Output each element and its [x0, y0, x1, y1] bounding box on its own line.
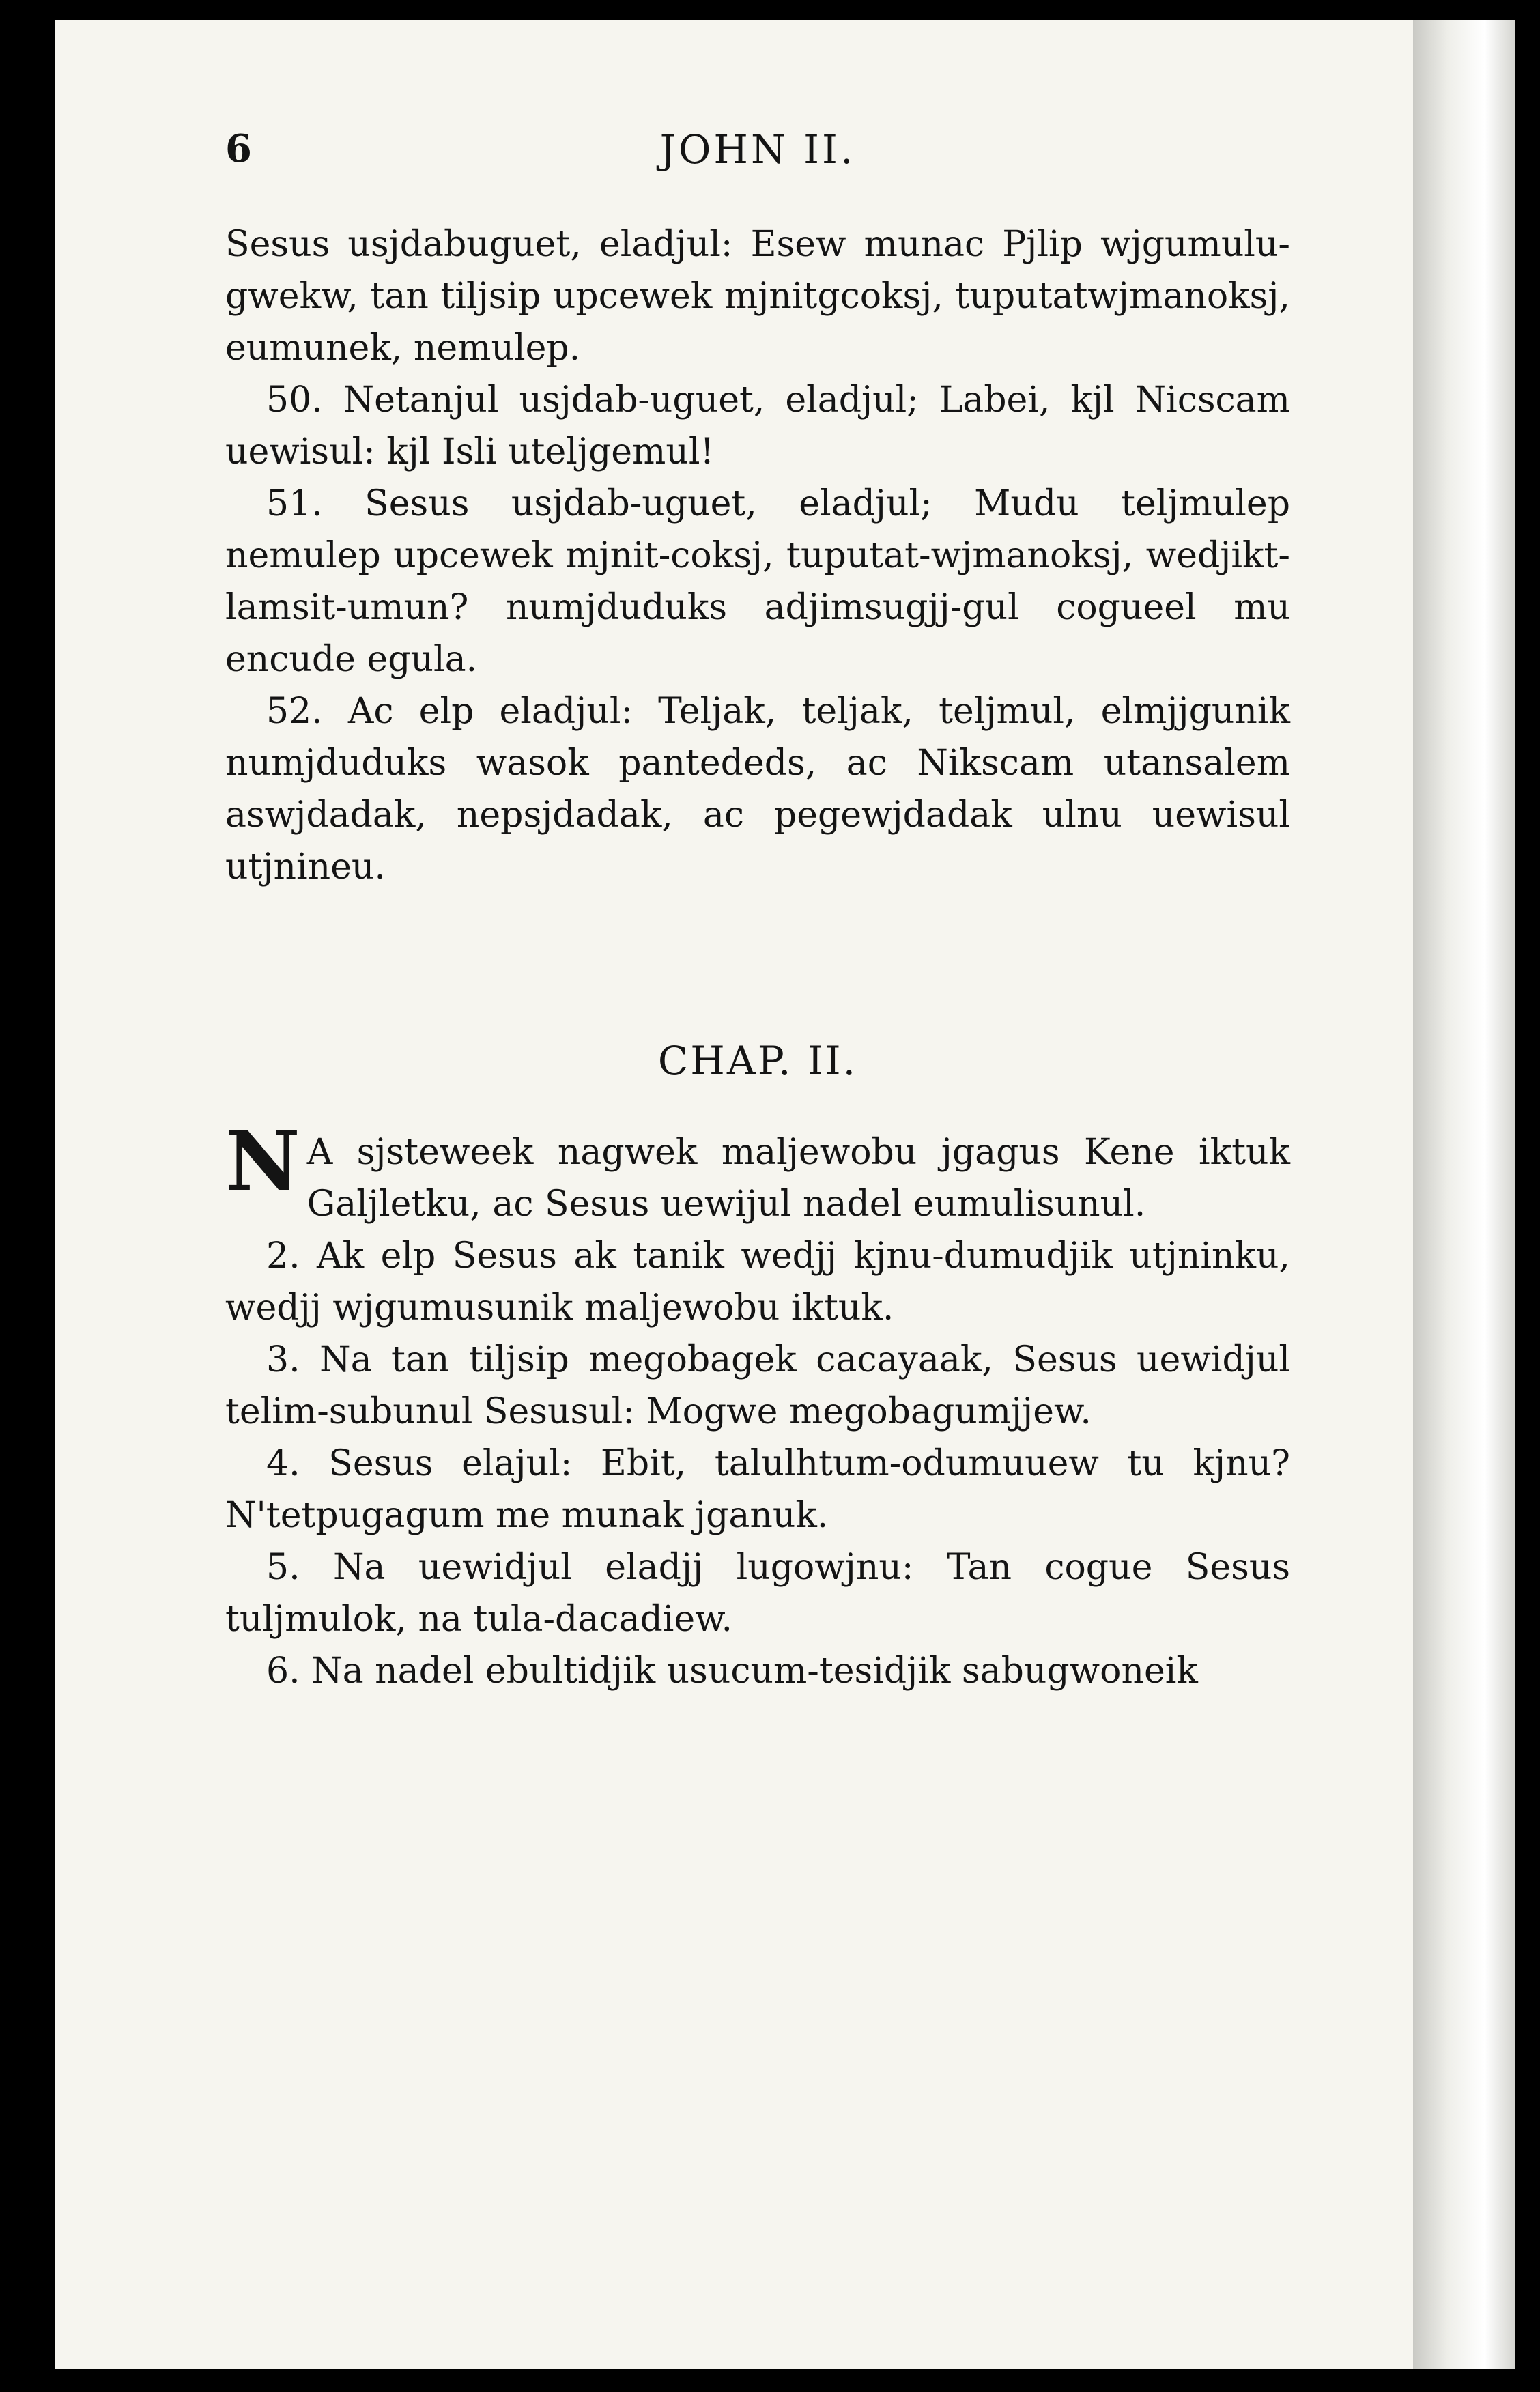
book-gutter	[1413, 20, 1515, 2369]
verse-5: 5. Na uewidjul eladjj lugowjnu: Tan cogue Sesus tuljmulok, na tula-dacadiew.	[225, 1547, 1290, 1640]
chapter-heading: CHAP. II.	[657, 1038, 858, 1084]
verse-6: 6. Na nadel ebultidjik usucum-tesidjik sabugwoneik	[266, 1651, 1198, 1692]
page-header	[225, 126, 1290, 188]
page-number: 6	[225, 126, 252, 171]
paragraph: Sesus usjdabuguet, eladjul: Esew munac Pjlip wjgumulu-gwekw, tan tiljsip upcewek mjnitgcoksj, tuputatwjmanoksj, eumunek, nemulep.	[225, 224, 1290, 369]
verse-52: 52. Ac elp eladjul: Teljak, teljak, teljmul, elmjjgunik numjduduks wasok pantededs, ac Nikscam utansalem aswjdadak, nepsjdadak, ac pegewjdadak ulnu uewisul utjnineu.	[225, 691, 1290, 887]
top-text-block	[225, 218, 1290, 893]
verse-1	[225, 1113, 1290, 1230]
drop-cap: N	[225, 1113, 300, 1210]
verse-2: 2. Ak elp Sesus ak tanik wedjj kjnu-dumudjik utjninku, wedjj wjgumusunik maljewobu iktuk.	[225, 1236, 1290, 1328]
verse-50: 50. Netanjul usjdab-uguet, eladjul; Labei, kjl Nicscam uewisul: kjl Isli uteljgemul!	[225, 380, 1290, 472]
running-head: JOHN II.	[659, 126, 856, 173]
bottom-text-block	[225, 1113, 1290, 1697]
verse-3: 3. Na tan tiljsip megobagek cacayaak, Sesus uewidjul telim-subunul Sesusul: Mogwe megobagumjjew.	[225, 1339, 1290, 1432]
verse-1-text: A sjsteweek nagwek maljewobu jgagus Kene iktuk Galjletku, ac Sesus uewijul nadel eumulisunul.	[306, 1132, 1290, 1225]
verse-4: 4. Sesus elajul: Ebit, talulhtum-odumuuew tu kjnu? N'tetpugagum me munak jganuk.	[225, 1443, 1290, 1536]
verse-51: 51. Sesus usjdab-uguet, eladjul; Mudu teljmulep nemulep upcewek mjnit-coksj, tuputat-wjmanoksj, wedjikt-lamsit-umun? numjduduks adjimsugjj-gul cogueel mu encude egula.	[225, 483, 1290, 680]
